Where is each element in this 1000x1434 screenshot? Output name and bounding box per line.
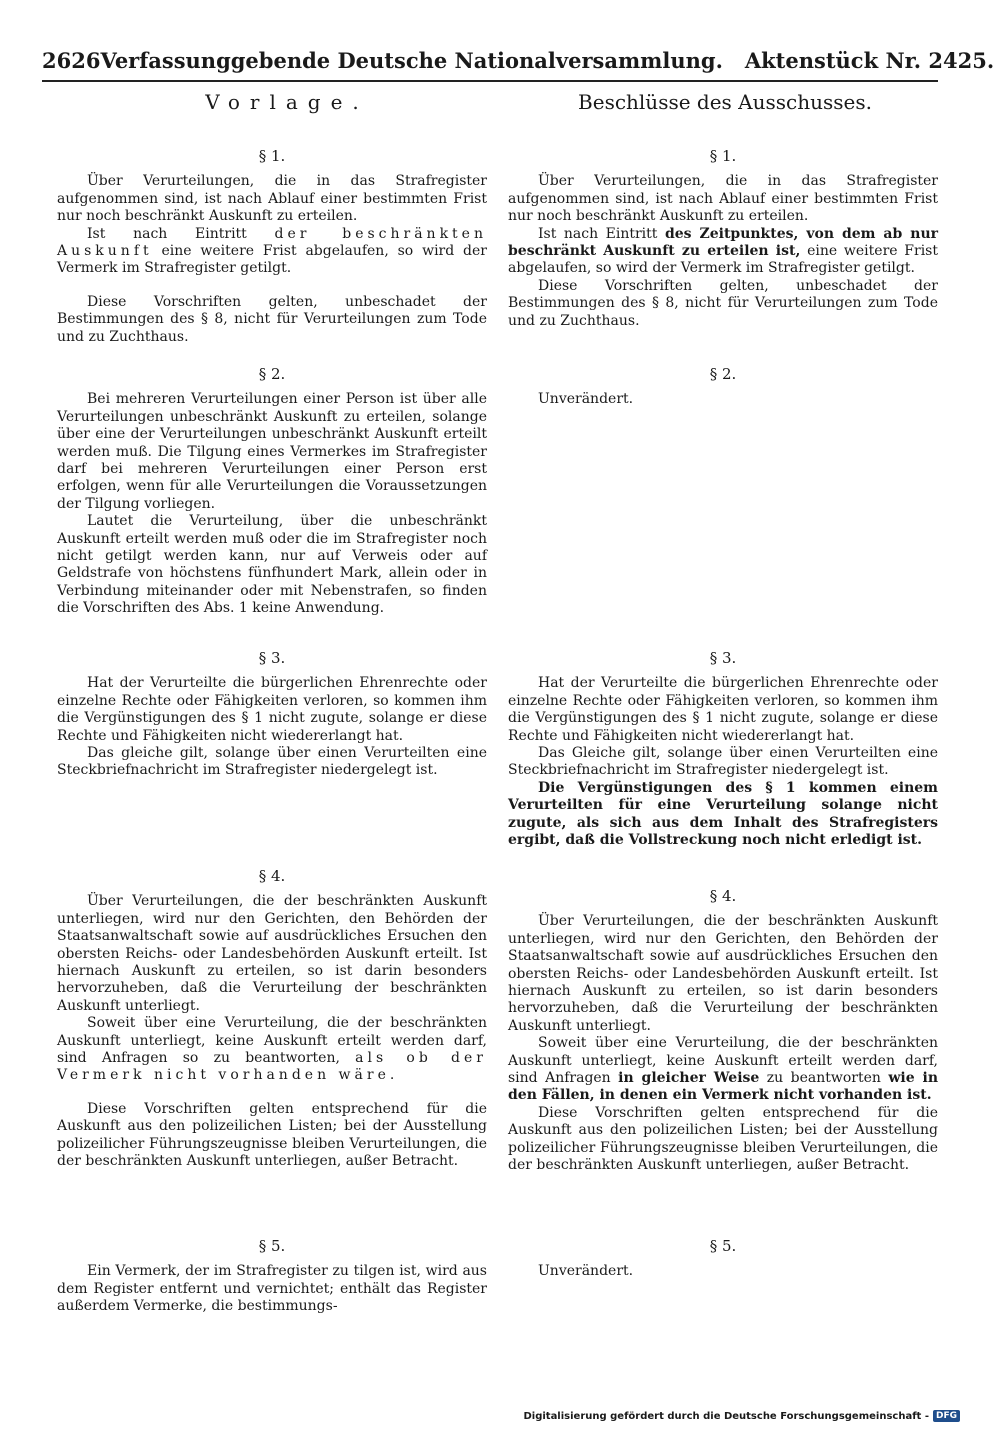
text-span: Ist nach Eintritt xyxy=(538,225,665,242)
spaced-text: der beschränkten Auskunft xyxy=(57,225,487,260)
text-span: eine weitere Frist abgelaufen, so wird der Vermerk im Strafregister getilgt. xyxy=(508,243,938,277)
left-column-title: Vorlage. xyxy=(205,90,369,114)
paragraph: Hat der Verurteilte die bürgerlichen Ehrenrechte oder einzelne Rechte oder Fähigkeiten verloren, so kommen ihm die Vergünstigungen des § 1 nicht zugute, solange er diese Rechte und Fähigkeiten nicht wiedererlangt hat. xyxy=(57,675,487,744)
section-heading: § 2. xyxy=(709,365,737,383)
section-heading: § 3. xyxy=(258,649,286,667)
text-span: Soweit über eine Verurteilung, die der beschränkten Auskunft unterliegt, keine Auskunft erteilt werden darf, sind Anfragen so zu beantworten, xyxy=(57,1015,487,1067)
right-section-5 xyxy=(508,1238,938,1281)
section-heading: § 5. xyxy=(709,1237,737,1255)
right-section-3 xyxy=(508,650,938,849)
paragraph: Ein Vermerk, der im Strafregister zu tilgen ist, wird aus dem Register entfernt und vernichtet; enthält das Register außerdem Vermerke, die bestimmungs- xyxy=(57,1263,487,1315)
paragraph xyxy=(57,226,487,278)
section-heading: § 1. xyxy=(258,147,286,165)
spaced-text: als ob der Vermerk nicht vorhanden wäre. xyxy=(57,1050,487,1084)
section-heading: § 1. xyxy=(709,147,737,165)
bold-amendment: in gleicher Weise xyxy=(618,1070,760,1087)
paragraph: Diese Vorschriften gelten, unbeschadet der Bestimmungen des § 8, nicht für Verurteilungen zum Tode und zu Zuchthaus. xyxy=(508,277,938,329)
section-heading: § 4. xyxy=(258,867,286,885)
paragraph: Lautet die Verurteilung, über die unbeschränkt Auskunft erteilt werden muß oder die im Strafregister noch nicht getilgt werden kann, nur auf Verweis oder auf Geldstrafe von höchstens fünfhundert Mark, allein oder in Verbindung miteinander oder mit Nebenstrafen, so finden die Vorschriften des Abs. 1 keine Anwendung. xyxy=(57,513,487,617)
section-heading: § 2. xyxy=(258,365,286,383)
text-span: Soweit über eine Verurteilung, die der beschränkten Auskunft unterliegt, keine Auskunft erteilt werden darf, sind Anfragen xyxy=(508,1035,938,1087)
paragraph xyxy=(57,1015,487,1085)
footer-text: Digitalisierung gefördert durch die Deutsche Forschungsgemeinschaft - xyxy=(523,1410,929,1422)
page-header xyxy=(42,40,995,82)
paragraph: Unverändert. xyxy=(538,391,634,408)
header-title: Verfassunggebende Deutsche Nationalversammlung. Aktenstück Nr. 2425. xyxy=(100,47,995,73)
text-span: zu beantworten xyxy=(759,1070,889,1087)
section-heading: § 3. xyxy=(709,649,737,667)
paragraph: Unverändert. xyxy=(538,1263,634,1280)
paragraph: Über Verurteilungen, die der beschränkten Auskunft unterliegen, wird nur den Gerichten, den Behörden der Staatsanwaltschaft sowie auf ausdrückliches Ersuchen den obersten Reichs- oder Landesbehörden Auskunft erteilt. Ist hiernach Auskunft zu erteilen, so ist darin besonders hervorzuheben, daß die Verurteilung der beschränkten Auskunft unterliegt. xyxy=(508,913,938,1034)
section-heading: § 4. xyxy=(709,887,737,905)
paragraph: Das Gleiche gilt, solange über einen Verurteilten eine Steckbriefnachricht im Strafregister niedergelegt ist. xyxy=(508,745,938,779)
left-section-2 xyxy=(57,366,487,618)
bold-amendment: wie in den Fällen, in denen ein Vermerk nicht vorhanden ist. xyxy=(508,1070,938,1104)
paragraph xyxy=(508,1035,938,1105)
right-section-2 xyxy=(508,366,938,409)
paragraph: Über Verurteilungen, die in das Strafregister aufgenommen sind, ist nach Ablauf einer bestimmten Frist nur noch beschränkt Auskunft zu erteilen. xyxy=(508,173,938,225)
paragraph xyxy=(508,226,938,278)
paragraph: Diese Vorschriften gelten entsprechend für die Auskunft aus den polizeilichen Listen; bei der Ausstellung polizeilicher Führungszeugnisse bleiben Verurteilungen, die der beschränkten Auskunft unterliegen, außer Betracht. xyxy=(508,1104,938,1174)
page-number: 2626 xyxy=(42,47,101,73)
paragraph xyxy=(508,780,938,850)
paragraph: Über Verurteilungen, die der beschränkten Auskunft unterliegen, wird nur den Gerichten, den Behörden der Staatsanwaltschaft sowie auf ausdrückliches Ersuchen den obersten Reichs- oder Landesbehörden Auskunft erteilt. Ist hiernach Auskunft zu erteilen, so ist darin besonders hervorzuheben, daß die Verurteilung der beschränkten Auskunft unterliegt. xyxy=(57,893,487,1014)
paragraph: Bei mehreren Verurteilungen einer Person ist über alle Verurteilungen unbeschränkt Auskunft zu erteilen, solange über eine der Verurteilungen unbeschränkt Auskunft erteilt werden muß. Die Tilgung eines Vermerkes im Strafregister darf bei mehreren Verurteilungen einer Person erst erfolgen, wenn für alle Verurteilungen die Voraussetzungen der Tilgung vorliegen. xyxy=(57,391,487,512)
right-column-title: Beschlüsse des Ausschusses. xyxy=(578,90,872,114)
paragraph: Das gleiche gilt, solange über einen Verurteilten eine Steckbriefnachricht im Strafregister niedergelegt ist. xyxy=(57,745,487,779)
section-heading: § 5. xyxy=(258,1237,286,1255)
left-section-3 xyxy=(57,650,487,780)
text-span: eine weitere Frist abgelaufen, so wird der Vermerk im Strafregister getilgt. xyxy=(57,243,487,277)
digitization-footer xyxy=(523,1410,960,1422)
left-section-5 xyxy=(57,1238,487,1316)
left-section-4 xyxy=(57,868,487,1171)
bold-amendment: des Zeitpunktes, von dem ab nur beschränkt Auskunft zu erteilen ist, xyxy=(508,225,938,260)
dfg-logo-icon: DFG xyxy=(933,1410,960,1422)
left-section-1 xyxy=(57,148,487,346)
bold-amendment: Die Vergünstigungen des § 1 kommen einem Verurteilten für eine Verurteilung solange nicht zugute, als sich aus dem Inhalt des Strafregisters ergibt, daß die Vollstreckung noch nicht erledigt ist. xyxy=(508,779,938,849)
paragraph: Hat der Verurteilte die bürgerlichen Ehrenrechte oder einzelne Rechte oder Fähigkeiten verloren, so kommen ihm die Vergünstigungen des § 1 nicht zugute, solange er diese Rechte und Fähigkeiten nicht wiedererlangt hat. xyxy=(508,675,938,744)
right-section-1 xyxy=(508,148,938,330)
right-section-4 xyxy=(508,888,938,1175)
paragraph: Diese Vorschriften gelten entsprechend für die Auskunft aus den polizeilichen Listen; bei der Ausstellung polizeilicher Führungszeugnisse bleiben Verurteilungen, die der beschränkten Auskunft unterliegen, außer Betracht. xyxy=(57,1100,487,1170)
text-span: Ist nach Eintritt xyxy=(87,225,275,242)
paragraph: Diese Vorschriften gelten, unbeschadet der Bestimmungen des § 8, nicht für Verurteilungen zum Tode und zu Zuchthaus. xyxy=(57,293,487,345)
paragraph: Über Verurteilungen, die in das Strafregister aufgenommen sind, ist nach Ablauf einer bestimmten Frist nur noch beschränkt Auskunft zu erteilen. xyxy=(57,173,487,225)
